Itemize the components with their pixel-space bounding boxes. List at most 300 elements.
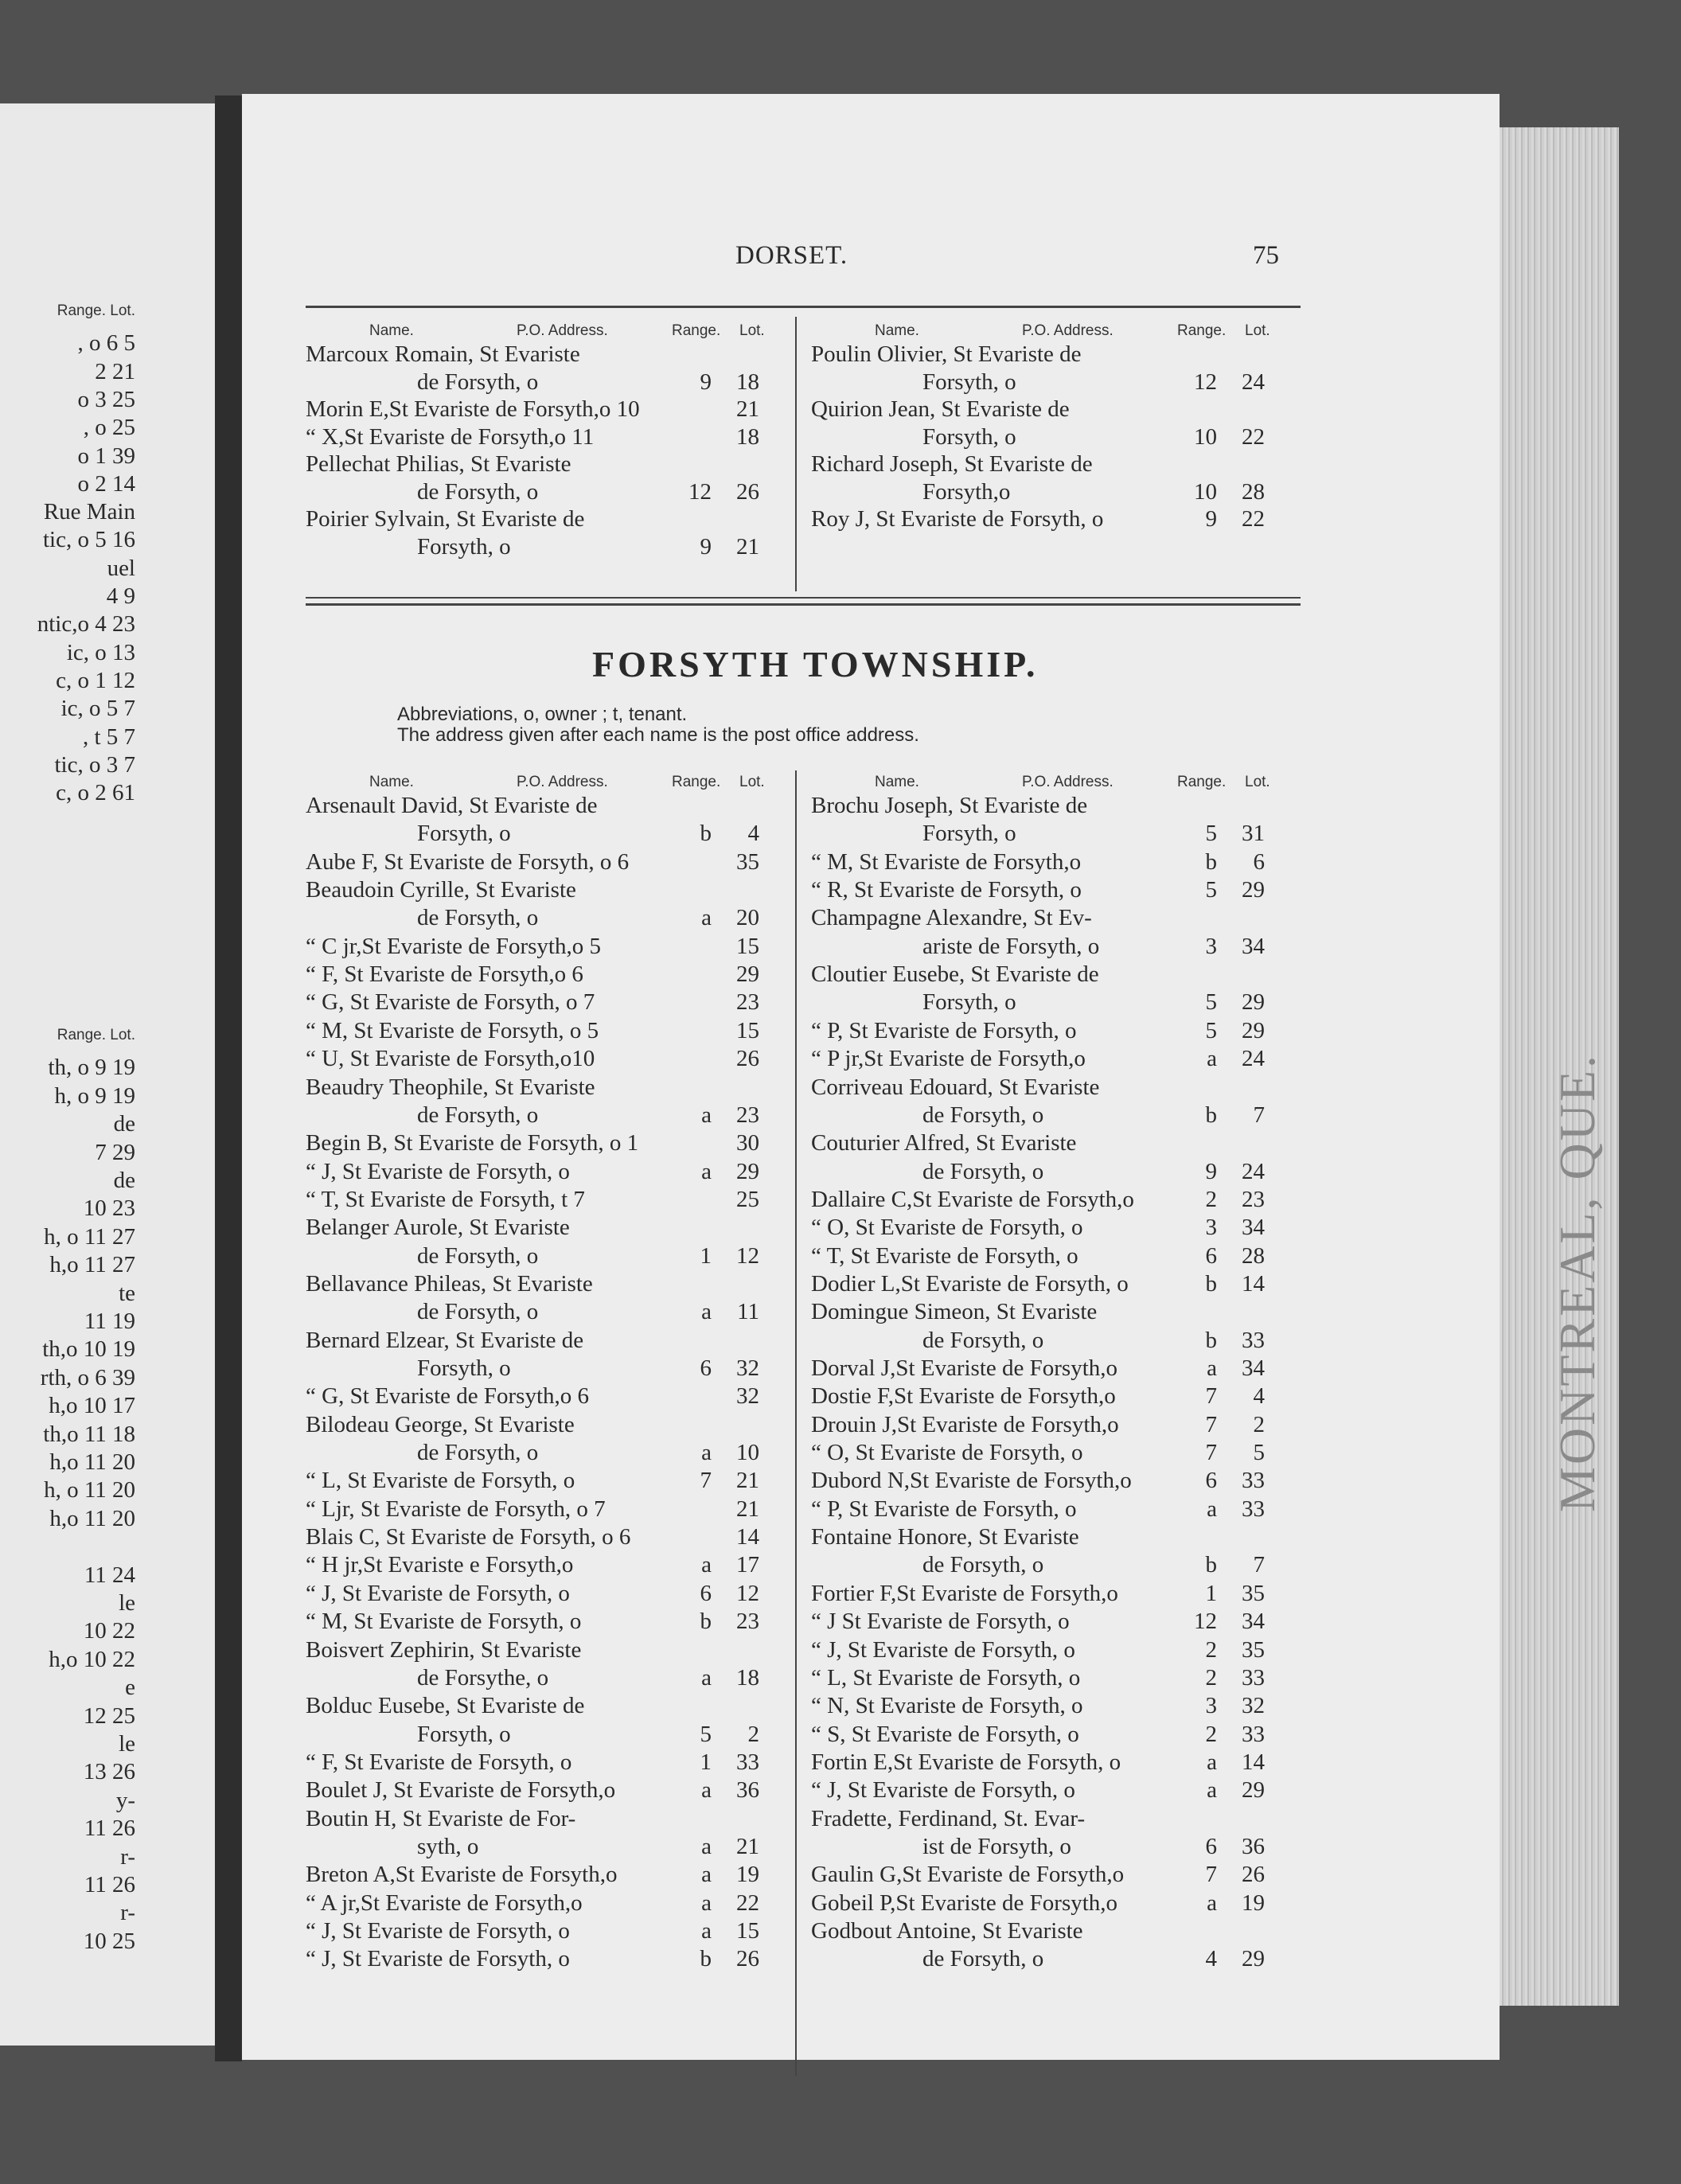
- entry-lot: 25: [736, 1186, 759, 1212]
- entry-name: “ M, St Evariste de Forsyth, o: [306, 1609, 582, 1635]
- entry-lot: 15: [736, 1017, 759, 1043]
- entry-lot: 10: [736, 1440, 759, 1466]
- entry-lot: 18: [736, 1664, 759, 1691]
- entry-name: Begin B, St Evariste de Forsyth, o 1: [306, 1130, 639, 1156]
- entry-range: a: [701, 1158, 712, 1184]
- entry-name: Bilodeau George, St Evariste: [306, 1411, 575, 1437]
- entry-name: Bellavance Phileas, St Evariste: [306, 1270, 593, 1297]
- entry-name: Fortin E,St Evariste de Forsyth, o: [811, 1749, 1121, 1775]
- entry-range: 2: [1205, 1664, 1217, 1691]
- entry-lot: 35: [1242, 1636, 1265, 1663]
- entry-lot: 33: [1242, 1327, 1265, 1353]
- entry-lot: 29: [736, 961, 759, 988]
- fragment-line: le: [119, 1590, 135, 1616]
- fragment-line: le: [119, 1731, 135, 1757]
- entry-name: Dallaire C,St Evariste de Forsyth,o: [811, 1186, 1134, 1212]
- entry-name: “ C jr,St Evariste de Forsyth,o 5: [306, 933, 601, 959]
- entry-name: “ F, St Evariste de Forsyth,o 6: [306, 961, 583, 988]
- entry-continuation: Forsyth,o: [922, 478, 1011, 505]
- entry-name: Dorval J,St Evariste de Forsyth,o: [811, 1355, 1118, 1381]
- entry-name: Morin E,St Evariste de Forsyth,o 10: [306, 396, 640, 422]
- entry-range: b: [700, 1609, 712, 1635]
- column-header-name: Name.: [875, 774, 919, 790]
- entry-lot: 26: [736, 478, 759, 505]
- entry-lot: 19: [736, 1862, 759, 1888]
- entry-name: Arsenault David, St Evariste de: [306, 793, 598, 818]
- entry-name: Boisvert Zephirin, St Evariste: [306, 1636, 582, 1663]
- entry-range: 1: [700, 1749, 712, 1775]
- entry-name: Fortier F,St Evariste de Forsyth,o: [811, 1580, 1118, 1606]
- column-header-lot: Lot.: [1245, 322, 1270, 339]
- entry-continuation: de Forsyth, o: [922, 1158, 1044, 1184]
- entry-lot: 7: [1253, 1102, 1265, 1128]
- fragment-line: 4 9: [106, 583, 135, 609]
- entry-lot: 11: [737, 1299, 759, 1325]
- column-header-range: Range.: [1177, 322, 1227, 339]
- fragment-line: e: [125, 1675, 135, 1701]
- entry-range: a: [701, 1777, 712, 1804]
- section-divider-bottom: [306, 603, 1301, 606]
- entry-name: Belanger Aurole, St Evariste: [306, 1215, 570, 1241]
- entry-name: Domingue Simeon, St Evariste: [811, 1299, 1098, 1325]
- entry-lot: 14: [1242, 1749, 1265, 1775]
- entry-continuation: Forsyth, o: [417, 821, 511, 847]
- entry-name: Quirion Jean, St Evariste de: [811, 396, 1070, 422]
- column-header-address: P.O. Address.: [517, 774, 608, 790]
- entry-range: 5: [1205, 1017, 1217, 1043]
- fragment-line: Rue Main: [43, 499, 135, 525]
- entry-name: Fradette, Ferdinand, St. Evar-: [811, 1805, 1086, 1831]
- entry-continuation: de Forsyth, o: [417, 1299, 539, 1325]
- entry-lot: 21: [736, 1833, 759, 1859]
- entry-range: b: [1205, 848, 1217, 875]
- fragment-line: h, o 11 20: [44, 1477, 135, 1503]
- column-header-range: Range.: [1177, 774, 1227, 790]
- entry-lot: 31: [1242, 821, 1265, 847]
- entry-range: 7: [1205, 1411, 1217, 1437]
- fragment-line: ic, o 5 7: [60, 696, 135, 722]
- column-header-name: Name.: [369, 774, 414, 790]
- entry-lot: 23: [736, 1609, 759, 1635]
- fragment-line: o 1 39: [77, 443, 135, 469]
- entry-lot: 24: [1242, 1158, 1265, 1184]
- entry-range: 9: [1205, 506, 1217, 532]
- entry-range: a: [1207, 1777, 1217, 1804]
- entry-lot: 17: [736, 1552, 759, 1578]
- entry-lot: 29: [1242, 1946, 1265, 1972]
- entry-range: a: [701, 905, 712, 931]
- entry-range: 12: [1194, 1609, 1217, 1635]
- entry-lot: 2: [747, 1721, 759, 1747]
- entry-range: a: [1207, 1355, 1217, 1381]
- entry-name: “ T, St Evariste de Forsyth, t 7: [306, 1186, 585, 1212]
- entry-name: “ J, St Evariste de Forsyth, o: [306, 1918, 570, 1944]
- entry-name: Godbout Antoine, St Evariste: [811, 1918, 1083, 1944]
- entry-name: “ L, St Evariste de Forsyth, o: [306, 1468, 575, 1494]
- entry-name: “ M, St Evariste de Forsyth,o: [811, 848, 1082, 875]
- entry-name: Champagne Alexandre, St Ev-: [811, 905, 1092, 931]
- entry-name: Dubord N,St Evariste de Forsyth,o: [811, 1468, 1132, 1494]
- fragment-line: tic, o 5 16: [43, 527, 135, 553]
- entry-name: Richard Joseph, St Evariste de: [811, 451, 1093, 477]
- entry-range: 9: [1205, 1158, 1217, 1184]
- entry-lot: 4: [1253, 1383, 1265, 1410]
- column-header-name: Name.: [875, 322, 919, 339]
- entry-name: “ J, St Evariste de Forsyth, o: [811, 1636, 1075, 1663]
- entry-name: “ J, St Evariste de Forsyth, o: [306, 1580, 570, 1606]
- entry-name: Boutin H, St Evariste de For-: [306, 1805, 576, 1831]
- edge-stamp-text: MONTREAL, QUE.: [1549, 1052, 1605, 1512]
- entry-name: Aube F, St Evariste de Forsyth, o 6: [306, 848, 630, 875]
- entry-lot: 34: [1242, 1215, 1265, 1241]
- entry-name: “ P jr,St Evariste de Forsyth,o: [811, 1046, 1086, 1072]
- entry-name: “ J, St Evariste de Forsyth, o: [306, 1158, 570, 1184]
- fragment-line: h,o 11 27: [49, 1252, 135, 1278]
- entry-lot: 15: [736, 1918, 759, 1944]
- entry-continuation: de Forsyth, o: [417, 1102, 539, 1128]
- entry-range: 7: [1205, 1383, 1217, 1410]
- fragment-line: th,o 10 19: [42, 1336, 135, 1363]
- entry-lot: 5: [1253, 1440, 1265, 1466]
- entry-continuation: Forsyth, o: [417, 533, 511, 560]
- entry-continuation: de Forsyth, o: [417, 1242, 539, 1269]
- entry-lot: 36: [1242, 1833, 1265, 1859]
- entry-continuation: de Forsyth, o: [922, 1102, 1044, 1128]
- entry-range: 2: [1205, 1636, 1217, 1663]
- entry-range: 1: [1205, 1580, 1217, 1606]
- entry-name: Bolduc Eusebe, St Evariste de: [306, 1693, 585, 1719]
- entry-name: Boulet J, St Evariste de Forsyth,o: [306, 1777, 616, 1804]
- entry-name: “ U, St Evariste de Forsyth,o10: [306, 1046, 595, 1072]
- entry-lot: 21: [736, 1468, 759, 1494]
- entry-lot: 34: [1242, 1355, 1265, 1381]
- entry-range: a: [1207, 1496, 1217, 1522]
- entry-lot: 24: [1242, 369, 1265, 395]
- entry-range: 10: [1194, 423, 1217, 450]
- fragment-line: tic, o 3 7: [54, 751, 135, 778]
- entry-name: Corriveau Edouard, St Evariste: [811, 1074, 1100, 1100]
- entry-name: “ A jr,St Evariste de Forsyth,o: [306, 1890, 583, 1916]
- entry-range: 9: [700, 533, 712, 560]
- fragment-line: c, o 1 12: [56, 667, 135, 693]
- entry-lot: 33: [1242, 1664, 1265, 1691]
- section-title: FORSYTH TOWNSHIP.: [592, 644, 1039, 684]
- entry-lot: 12: [736, 1580, 759, 1606]
- entry-continuation: Forsyth, o: [417, 1721, 511, 1747]
- entry-continuation: de Forsyth, o: [417, 1440, 539, 1466]
- entry-continuation: ist de Forsyth, o: [922, 1833, 1071, 1859]
- entry-name: Beaudoin Cyrille, St Evariste: [306, 877, 576, 903]
- entry-lot: 21: [736, 533, 759, 560]
- entry-name: Pellechat Philias, St Evariste: [306, 451, 571, 477]
- column-header-lot: Lot.: [739, 774, 765, 790]
- entry-lot: 35: [736, 848, 759, 875]
- entry-continuation: de Forsyth, o: [922, 1946, 1044, 1972]
- fragment-line: h,o 11 20: [49, 1505, 135, 1531]
- entry-lot: 33: [1242, 1721, 1265, 1747]
- entry-name: “ X,St Evariste de Forsyth,o 11: [306, 423, 595, 450]
- fragment-line: h,o 10 17: [49, 1393, 135, 1419]
- entry-range: 2: [1205, 1186, 1217, 1212]
- entry-range: 4: [1205, 1946, 1217, 1972]
- entry-range: 6: [1205, 1468, 1217, 1494]
- entry-range: a: [1207, 1890, 1217, 1916]
- entry-name: “ T, St Evariste de Forsyth, o: [811, 1242, 1078, 1269]
- entry-name: Cloutier Eusebe, St Evariste de: [811, 961, 1099, 988]
- entry-continuation: Forsyth, o: [417, 1355, 511, 1381]
- entry-lot: 7: [1253, 1552, 1265, 1578]
- entry-lot: 20: [736, 905, 759, 931]
- entry-range: 3: [1205, 1693, 1217, 1719]
- entry-range: 6: [1205, 1242, 1217, 1269]
- fragment-line: 11 26: [84, 1872, 135, 1897]
- entry-range: 9: [700, 369, 712, 395]
- entry-lot: 6: [1253, 848, 1265, 875]
- entry-lot: 29: [1242, 1777, 1265, 1804]
- entry-range: b: [700, 1946, 712, 1972]
- entry-continuation: de Forsyth, o: [922, 1552, 1044, 1578]
- column-header-range: Range.: [672, 322, 721, 339]
- entry-name: Gobeil P,St Evariste de Forsyth,o: [811, 1890, 1118, 1916]
- entry-lot: 26: [736, 1946, 759, 1972]
- entry-continuation: Forsyth, o: [922, 369, 1016, 395]
- entry-name: Bernard Elzear, St Evariste de: [306, 1327, 584, 1353]
- fragment-line: h,o 11 20: [49, 1449, 135, 1475]
- entry-lot: 14: [736, 1524, 759, 1550]
- entry-name: Couturier Alfred, St Evariste: [811, 1130, 1077, 1156]
- entry-lot: 26: [1242, 1862, 1265, 1888]
- fragment-line: 2 21: [95, 358, 135, 384]
- entry-lot: 18: [736, 369, 759, 395]
- entry-range: a: [701, 1552, 712, 1578]
- entry-range: a: [701, 1918, 712, 1944]
- column-header-address: P.O. Address.: [517, 322, 608, 339]
- entry-name: “ O, St Evariste de Forsyth, o: [811, 1440, 1083, 1466]
- entry-range: 6: [700, 1355, 712, 1381]
- entry-range: a: [701, 1440, 712, 1466]
- entry-lot: 29: [1242, 1017, 1265, 1043]
- fragment-line: 10 25: [83, 1928, 135, 1954]
- entry-name: Breton A,St Evariste de Forsyth,o: [306, 1862, 618, 1888]
- book-gutter: [215, 96, 242, 2061]
- entry-lot: 18: [736, 423, 759, 450]
- fragment-line: te: [119, 1280, 135, 1306]
- entry-range: 5: [700, 1721, 712, 1747]
- entry-range: a: [701, 1102, 712, 1128]
- entry-lot: 28: [1242, 1242, 1265, 1269]
- entry-continuation: de Forsyth, o: [417, 478, 539, 505]
- entry-name: “ J St Evariste de Forsyth, o: [811, 1609, 1070, 1635]
- entry-name: “ M, St Evariste de Forsyth, o 5: [306, 1017, 599, 1043]
- fragment-line: 11 24: [84, 1562, 135, 1588]
- entry-continuation: de Forsythe, o: [417, 1664, 549, 1691]
- entry-continuation: syth, o: [417, 1833, 479, 1859]
- entry-range: 6: [700, 1580, 712, 1606]
- entry-name: Poulin Olivier, St Evariste de: [811, 341, 1082, 367]
- entry-name: Roy J, St Evariste de Forsyth, o: [811, 506, 1104, 532]
- fragment-line: o 3 25: [77, 386, 135, 412]
- entry-lot: 22: [1242, 423, 1265, 450]
- column-divider: [795, 770, 797, 2076]
- entry-continuation: Forsyth, o: [922, 423, 1016, 450]
- fragment-line: rth, o 6 39: [40, 1364, 135, 1390]
- entry-lot: 22: [736, 1890, 759, 1916]
- entry-range: b: [700, 821, 712, 847]
- entry-name: Marcoux Romain, St Evariste: [306, 341, 580, 367]
- entry-lot: 14: [1242, 1270, 1265, 1297]
- fragment-line: , t 5 7: [82, 723, 135, 750]
- column-header-address: P.O. Address.: [1022, 322, 1114, 339]
- entry-lot: 19: [1242, 1890, 1265, 1916]
- running-head: DORSET.: [735, 241, 848, 270]
- entry-name: “ H jr,St Evariste e Forsyth,o: [306, 1552, 574, 1578]
- fragment-line: th, o 9 19: [48, 1055, 135, 1081]
- entry-continuation: ariste de Forsyth, o: [922, 933, 1100, 959]
- fragment-line: de: [113, 1111, 135, 1137]
- fragment-line: 12 25: [83, 1702, 135, 1729]
- entry-lot: 32: [736, 1355, 759, 1381]
- entry-range: a: [701, 1299, 712, 1325]
- entry-range: 7: [1205, 1440, 1217, 1466]
- fragment-line: r-: [120, 1843, 135, 1870]
- fragment-line: 7 29: [95, 1139, 135, 1165]
- entry-name: “ R, St Evariste de Forsyth, o: [811, 877, 1082, 903]
- entry-range: 1: [700, 1242, 712, 1269]
- entry-range: 2: [1205, 1721, 1217, 1747]
- entry-lot: 33: [1242, 1468, 1265, 1494]
- entry-lot: 15: [736, 933, 759, 959]
- entry-lot: 26: [736, 1046, 759, 1072]
- entry-continuation: de Forsyth, o: [417, 905, 539, 931]
- entry-range: 5: [1205, 989, 1217, 1016]
- fragment-line: r-: [120, 1900, 135, 1926]
- entry-lot: 29: [1242, 877, 1265, 903]
- entry-lot: 21: [736, 396, 759, 422]
- entry-name: Drouin J,St Evariste de Forsyth,o: [811, 1411, 1119, 1437]
- left-page-fragment: [0, 103, 217, 2046]
- column-divider: [795, 317, 797, 591]
- entry-range: 5: [1205, 877, 1217, 903]
- fragment-line: , o 6 5: [77, 330, 135, 357]
- entry-range: a: [701, 1890, 712, 1916]
- fragment-column-header: Range. Lot.: [57, 1027, 135, 1043]
- entry-range: b: [1205, 1552, 1217, 1578]
- fragment-line: 11 19: [84, 1308, 135, 1334]
- entry-range: 6: [1205, 1833, 1217, 1859]
- fragment-line: th,o 11 18: [43, 1421, 135, 1447]
- entry-name: “ F, St Evariste de Forsyth, o: [306, 1749, 572, 1775]
- entry-continuation: de Forsyth, o: [417, 369, 539, 395]
- entry-range: 12: [1194, 369, 1217, 395]
- fragment-line: h, o 9 19: [54, 1082, 135, 1109]
- entry-lot: 28: [1242, 478, 1265, 505]
- entry-lot: 32: [736, 1383, 759, 1410]
- entry-range: b: [1205, 1102, 1217, 1128]
- fragment-line: 11 26: [84, 1815, 135, 1842]
- fragment-line: 13 26: [83, 1759, 135, 1785]
- entry-name: “ N, St Evariste de Forsyth, o: [811, 1693, 1083, 1719]
- fragment-line: h, o 11 27: [44, 1223, 135, 1250]
- entry-lot: 33: [1242, 1496, 1265, 1522]
- entry-lot: 29: [736, 1158, 759, 1184]
- entry-range: a: [701, 1833, 712, 1859]
- top-rule: [306, 306, 1301, 308]
- entry-name: “ J, St Evariste de Forsyth, o: [811, 1777, 1075, 1804]
- entry-lot: 35: [1242, 1580, 1265, 1606]
- entry-range: 5: [1205, 821, 1217, 847]
- entry-lot: 22: [1242, 506, 1265, 532]
- entry-name: “ P, St Evariste de Forsyth, o: [811, 1017, 1077, 1043]
- entry-range: b: [1205, 1270, 1217, 1297]
- fragment-line: ic, o 13: [66, 639, 135, 665]
- entry-name: “ P, St Evariste de Forsyth, o: [811, 1496, 1077, 1522]
- entry-range: 7: [1205, 1862, 1217, 1888]
- fragment-line: uel: [107, 555, 135, 581]
- entry-lot: 36: [736, 1777, 759, 1804]
- directory-page: [242, 94, 1500, 2060]
- entry-lot: 34: [1242, 1609, 1265, 1635]
- entry-name: “ G, St Evariste de Forsyth, o 7: [306, 989, 595, 1016]
- entry-lot: 24: [1242, 1046, 1265, 1072]
- fragment-line: , o 25: [83, 415, 135, 441]
- entry-lot: 23: [736, 989, 759, 1016]
- section-divider-top: [306, 597, 1301, 599]
- column-header-lot: Lot.: [739, 322, 765, 339]
- column-header-range: Range.: [672, 774, 721, 790]
- entry-lot: 4: [747, 821, 759, 847]
- entry-range: 12: [688, 478, 712, 505]
- entry-name: “ S, St Evariste de Forsyth, o: [811, 1721, 1079, 1747]
- entry-name: Blais C, St Evariste de Forsyth, o 6: [306, 1524, 631, 1550]
- entry-continuation: Forsyth, o: [922, 989, 1016, 1016]
- entry-range: b: [1205, 1327, 1217, 1353]
- entry-lot: 34: [1242, 933, 1265, 959]
- entry-range: a: [701, 1862, 712, 1888]
- fragment-line: de: [113, 1168, 135, 1193]
- fragment-line: y-: [115, 1787, 135, 1813]
- entry-name: Dostie F,St Evariste de Forsyth,o: [811, 1383, 1116, 1410]
- entry-lot: 2: [1253, 1411, 1265, 1437]
- entry-lot: 32: [1242, 1693, 1265, 1719]
- entry-range: 3: [1205, 933, 1217, 959]
- entry-lot: 23: [736, 1102, 759, 1128]
- entry-continuation: de Forsyth, o: [922, 1327, 1044, 1353]
- entry-name: Beaudry Theophile, St Evariste: [306, 1074, 595, 1100]
- address-note: The address given after each name is the post office address.: [397, 724, 919, 746]
- column-header-address: P.O. Address.: [1022, 774, 1114, 790]
- entry-continuation: Forsyth, o: [922, 821, 1016, 847]
- fragment-column-header: Range. Lot.: [57, 302, 135, 319]
- fragment-line: ntic,o 4 23: [37, 611, 135, 638]
- entry-range: 10: [1194, 478, 1217, 505]
- fragment-line: c, o 2 61: [56, 780, 135, 806]
- entry-name: Fontaine Honore, St Evariste: [811, 1524, 1079, 1550]
- entry-name: Dodier L,St Evariste de Forsyth, o: [811, 1270, 1129, 1297]
- fragment-line: 10 22: [83, 1618, 135, 1644]
- entry-name: “ O, St Evariste de Forsyth, o: [811, 1215, 1083, 1241]
- entry-lot: 30: [736, 1130, 759, 1156]
- entry-name: Gaulin G,St Evariste de Forsyth,o: [811, 1862, 1125, 1888]
- entry-lot: 12: [736, 1242, 759, 1269]
- entry-name: “ Ljr, St Evariste de Forsyth, o 7: [306, 1496, 606, 1522]
- entry-name: “ G, St Evariste de Forsyth,o 6: [306, 1383, 590, 1410]
- entry-range: a: [1207, 1749, 1217, 1775]
- entry-range: 3: [1205, 1215, 1217, 1241]
- entry-name: Brochu Joseph, St Evariste de: [811, 793, 1088, 818]
- entry-range: a: [701, 1664, 712, 1691]
- entry-name: Poirier Sylvain, St Evariste de: [306, 506, 585, 532]
- entry-lot: 23: [1242, 1186, 1265, 1212]
